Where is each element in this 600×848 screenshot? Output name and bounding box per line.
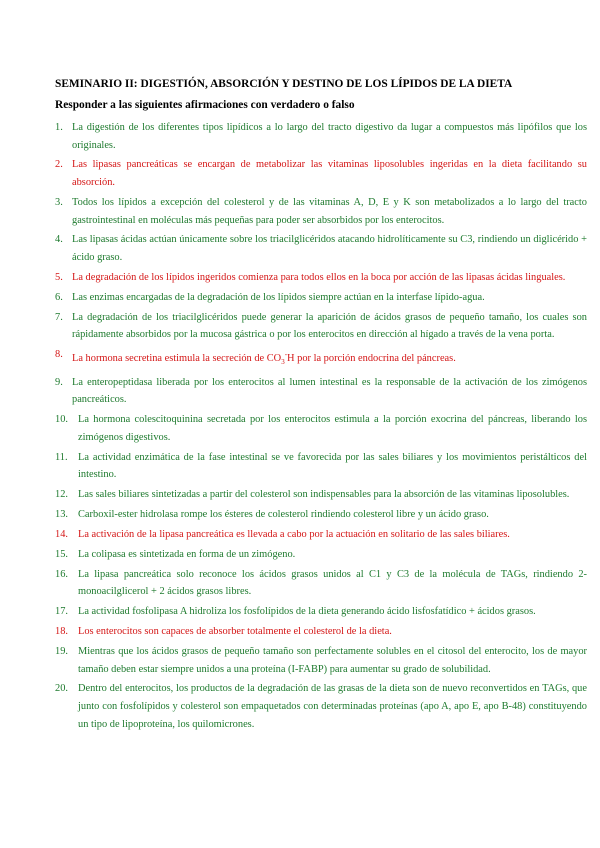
statement-number: 20. <box>55 683 68 695</box>
statement-item <box>55 526 587 544</box>
statement-number: 16. <box>55 568 68 580</box>
statement-number: 17. <box>55 606 68 618</box>
statement-number: 10. <box>55 414 68 426</box>
statement-text <box>72 350 456 366</box>
statement-number: 3. <box>55 196 63 208</box>
statement-text-part: H por la porción endocrina del páncreas. <box>287 352 456 364</box>
instructions-heading: Responder a las siguientes afirmaciones con verdadero o falso <box>55 99 355 111</box>
statement-number: 12. <box>55 489 68 501</box>
statement-text: La lipasa pancreática solo reconoce los ácidos grasos unidos al C1 y C3 de la molécula de TAGs, rindiendo 2-monoacilglicerol + 2 ácidos grasos libres. <box>78 568 587 598</box>
statement-item <box>55 194 587 229</box>
statement-text: Carboxil-ester hidrolasa rompe los ésteres de colesterol rindiendo colesterol libre y un ácido graso. <box>78 508 489 520</box>
subscript: 3 <box>281 357 285 366</box>
statement-item <box>55 346 587 371</box>
statement-number: 5. <box>55 271 63 283</box>
statement-text: Las enzimas encargadas de la degradación de los lípidos siempre actúan en la interfase lípido-agua. <box>72 291 485 303</box>
statement-number: 14. <box>55 528 68 540</box>
statement-text: La digestión de los diferentes tipos lipídicos a lo largo del tracto digestivo da lugar a compuestos más lipófilos que los originales. <box>72 122 587 151</box>
statement-text: La activación de la lipasa pancreática es llevada a cabo por la actuación en solitario de las sales biliares. <box>78 528 510 540</box>
statement-item <box>55 546 587 564</box>
statement-item <box>55 623 587 641</box>
statement-text: Mientras que los ácidos grasos de pequeño tamaño son perfectamente solubles en el citosol del enterocito, los de mayor tamaño deben estar siempre unidos a una proteína (I-FABP) para aumentar su grado de solubilidad. <box>78 645 587 675</box>
statement-item <box>55 486 587 504</box>
statement-number: 9. <box>55 376 63 388</box>
statement-text: Las lipasas ácidas actúan únicamente sobre los triacilglicéridos atacando hidrolíticamente su C3, rindiendo un diglicérido + ácido graso. <box>72 234 587 264</box>
statement-number: 19. <box>55 645 68 657</box>
statement-text: Los enterocitos son capaces de absorber totalmente el colesterol de la dieta. <box>78 626 392 638</box>
statement-item <box>55 119 587 154</box>
statement-item <box>55 680 587 733</box>
statement-text: Las sales biliares sintetizadas a partir del colesterol son indispensables para la absorción de las vitaminas liposolubles. <box>78 489 570 501</box>
statement-item <box>55 449 587 484</box>
statement-number: 18. <box>55 626 68 638</box>
statement-text: Todos los lípidos a excepción del colesterol y de las vitaminas A, D, E y K son metabolizados a lo largo del tracto gastrointestinal en moléculas más pequeñas para poder ser absorbidos por los enterocitos. <box>72 196 587 226</box>
statement-number: 15. <box>55 548 68 560</box>
statement-item <box>55 231 587 266</box>
statement-item <box>55 603 587 621</box>
statement-item <box>55 156 587 191</box>
superscript: - <box>284 350 288 359</box>
statement-number: 13. <box>55 508 68 520</box>
statement-item <box>55 374 587 409</box>
statement-item <box>55 309 587 344</box>
statement-number: 7. <box>55 311 63 323</box>
statement-item <box>55 506 587 524</box>
statement-number: 6. <box>55 291 63 303</box>
statement-number: 1. <box>55 122 63 133</box>
statement-number: 2. <box>55 159 63 171</box>
statement-item <box>55 643 587 678</box>
statement-number: 11. <box>55 451 68 463</box>
statement-text: Dentro del enterocitos, los productos de la degradación de las grasas de la dieta son de nuevo reconvertidos en TAGs, que junto con fosfolípidos y colesterol son empaquetados con determinadas proteínas (apo A, apo E, apo B-48) constituyendo un tipo de lipoproteína, los quilomicrones. <box>78 683 587 730</box>
statement-text: La degradación de los lípidos ingeridos comienza para todos ellos en la boca por acción de las lipasas ácidas linguales. <box>72 271 566 283</box>
statement-text: Las lipasas pancreáticas se encargan de metabolizar las vitaminas liposolubles ingeridas en la dieta facilitando su absorción. <box>72 159 587 189</box>
statement-item <box>55 269 587 287</box>
statement-item <box>55 566 587 601</box>
statement-text: La colipasa es sintetizada en forma de un zimógeno. <box>78 548 296 560</box>
statement-list <box>55 119 587 735</box>
statement-text: La actividad fosfolipasa A hidroliza los fosfolípidos de la dieta generando ácido lisfosfatídico + ácidos grasos. <box>78 606 536 618</box>
statement-text: La hormona colescitoquinina secretada por los enterocitos estimula a la porción exocrina del páncreas, liberando los zimógenos digestivos. <box>78 414 587 443</box>
statement-text: La actividad enzimática de la fase intestinal se ve favorecida por las sales biliares y los movimientos peristálticos del intestino. <box>78 451 587 481</box>
statement-text: La enteropeptidasa liberada por los enterocitos al lumen intestinal es la responsable de la activación de los zimógenos pancreáticos. <box>72 376 587 406</box>
statement-item <box>55 411 587 446</box>
statement-number: 8. <box>55 349 63 361</box>
statement-number: 4. <box>55 234 63 246</box>
statement-text-part: La hormona secretina estimula la secreción de CO <box>72 352 282 364</box>
statement-item <box>55 289 587 307</box>
statement-text: La degradación de los triacilglicéridos puede generar la aparición de ácidos grasos de pequeño tamaño, los cuales son rápidamente absorbidos por la mucosa gástrica o por los enterocitos en dirección al hígado a través de la vena porta. <box>72 311 587 341</box>
page-title: SEMINARIO II: DIGESTIÓN, ABSORCIÓN Y DESTINO DE LOS LÍPIDOS DE LA DIETA <box>55 78 513 90</box>
